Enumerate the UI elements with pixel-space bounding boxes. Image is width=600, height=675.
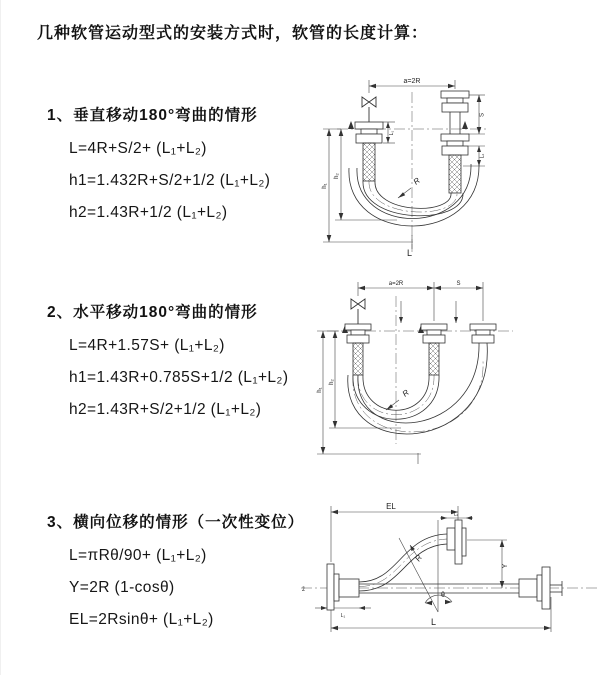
left-flange: [327, 564, 359, 610]
section-2-heading: 2、水平移动180°弯曲的情形: [47, 304, 258, 321]
section-2-formula-h1: h1=1.43R+0.785S+1/2 (L₁+L₂): [69, 369, 289, 386]
section-1-heading: 1、垂直移动180°弯曲的情形: [47, 107, 258, 124]
dim-label-r: R: [411, 175, 422, 187]
dimension-lines: [317, 282, 483, 464]
section-2-formula-L: L=4R+1.57S+ (L₁+L₂): [69, 337, 225, 354]
section-1-formula-h1: h1=1.432R+S/2+1/2 (L₁+L₂): [69, 172, 271, 189]
section-2-formula-h2: h2=1.43R+S/2+1/2 (L₁+L₂): [69, 401, 262, 418]
hose-s-curve: [359, 534, 447, 591]
page-title: 几种软管运动型式的安装方式时，软管的长度计算：: [37, 25, 429, 42]
dim-label-l1: L₁: [340, 613, 346, 619]
dim-label-s: S: [456, 281, 461, 287]
dim-label-theta: θ: [441, 592, 445, 599]
section-horizontal-movement: [47, 300, 288, 426]
section-vertical-movement: [47, 103, 270, 229]
dim-label-z: z̄: [302, 587, 305, 593]
valve-icon: [351, 299, 365, 324]
section-lateral-displacement: [47, 510, 304, 636]
section-3-formula-L: L=πRθ/90+ (L₁+L₂): [69, 547, 207, 564]
diagram-vertical-180-bend: [317, 72, 587, 257]
dimension-lines: [315, 506, 551, 632]
dim-label-s: S: [479, 112, 486, 118]
dim-label-r: R: [413, 553, 424, 564]
section-1-formula-L: L=4R+S/2+ (L₁+L₂): [69, 140, 207, 157]
dim-label-l: L: [407, 248, 413, 257]
dim-label-a2r: a=2R: [388, 281, 404, 287]
dim-label-l2: L₂: [453, 511, 459, 518]
left-pipe-flange: [355, 122, 383, 181]
middle-pipe-flange: [421, 324, 447, 375]
diagram-horizontal-180-bend: [313, 276, 593, 466]
section-3-heading: 3、横向位移的情形（一次性变位）: [47, 514, 305, 531]
dim-label-l2: L₂: [479, 153, 486, 159]
diagram-lateral-displacement: [299, 500, 599, 650]
dim-label-y: Y: [502, 563, 509, 569]
dim-label-l1: L₁: [389, 130, 395, 136]
dimension-arrows: [321, 510, 551, 631]
dim-label-r: R: [400, 387, 411, 399]
section-3-formula-Y: Y=2R (1-cosθ): [69, 579, 175, 596]
displaced-upper-flange: [447, 520, 466, 564]
dimension-arrows: [321, 286, 483, 454]
dim-label-h2: h₂: [334, 173, 340, 179]
dim-label-a2r: a=2R: [403, 78, 421, 85]
dim-label-l: L: [431, 617, 437, 627]
left-pipe-flange: [345, 324, 371, 375]
dim-label-h1: h₁: [322, 183, 328, 189]
right-pipe-flange: [441, 91, 469, 193]
dim-label-h1: h₁: [317, 387, 323, 393]
valve-icon: [362, 97, 376, 122]
centerlines: [337, 92, 489, 252]
right-pipe-flange: [470, 324, 496, 343]
hose-u-bends: [348, 343, 488, 434]
section-1-formula-h2: h2=1.43R+1/2 (L₁+L₂): [69, 204, 228, 221]
section-3-formula-EL: EL=2Rsinθ+ (L₁+L₂): [69, 611, 214, 628]
dim-label-el: EL: [386, 502, 396, 511]
dim-label-h2: h₂: [329, 379, 335, 385]
